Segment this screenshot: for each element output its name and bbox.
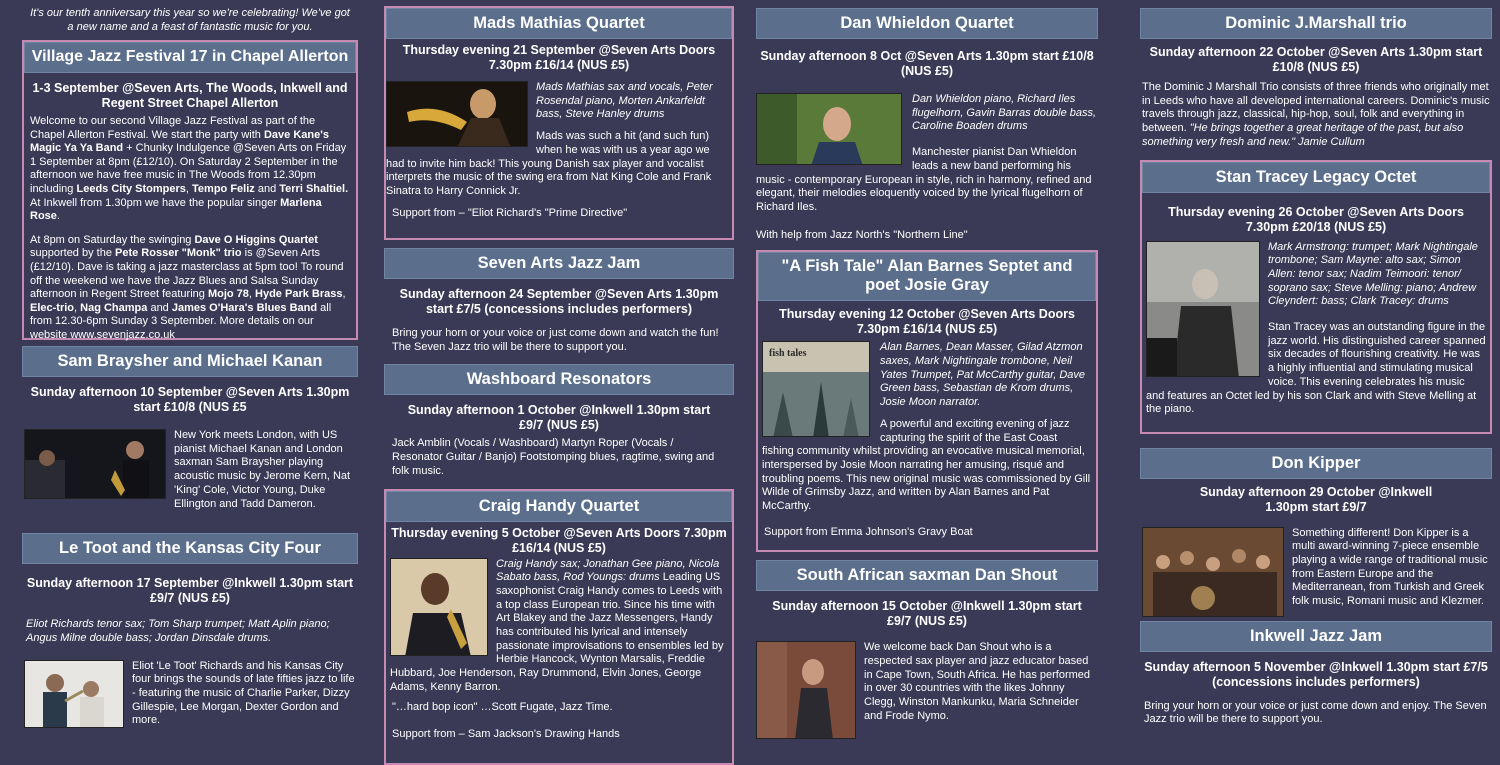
tracey-photo <box>1146 241 1260 377</box>
marshall-subtitle: Sunday afternoon 22 October @Seven Arts 1.30pm start £10/8 (NUS £5) <box>1149 45 1483 74</box>
handy-quote: "…hard bop icon" …Scott Fugate, Jazz Time. <box>392 700 613 713</box>
letoot-photo <box>24 660 124 728</box>
mads-support: Support from – "Eliot Richard's "Prime Directive" <box>392 206 628 219</box>
mads-photo <box>386 81 528 147</box>
village-festival-section <box>22 40 358 340</box>
kipper-subtitle: Sunday afternoon 29 October @Inkwell 1.30pm start £9/7 <box>1199 484 1433 514</box>
shout-section <box>756 560 1098 723</box>
handy-text: Leading US saxophonist Craig Handy comes to Leeds with a top class European trio. Since his time with Art Blakey and the Jazz Messengers, Handy has contributed his lyrical and intensely passionate improvisations to ensembles led by Herbie Hancock, Wynton Marsalis, Freddie Hubbard, Joe Henderson, Ray Drummond, Elvin Jones, George Adams, Kenny Barron. <box>390 571 724 693</box>
fishtale-cover <box>762 341 870 437</box>
shout-text: We welcome back Dan Shout who is a respected sax player and jazz educator based in Cape Town, South Africa. He has performed in over 30 countries with the likes Johnny Clegg, Winston Mankunku, Maria Schneider and Frode Nymo. <box>864 641 1091 722</box>
whieldon-subtitle: Sunday afternoon 8 Oct @Seven Arts 1.30pm start £10/8 (NUS £5) <box>760 49 1094 78</box>
sevenjam-title: Seven Arts Jazz Jam <box>384 248 734 279</box>
letoot-subtitle: Sunday afternoon 17 September @Inkwell 1.30pm start £9/7 (NUS £5) <box>26 576 354 606</box>
column-3 <box>756 0 1098 743</box>
handy-subtitle: Thursday evening 5 October @Seven Arts Doors 7.30pm £16/14 (NUS £5) <box>391 525 727 555</box>
column-1 <box>22 0 358 732</box>
village-paragraph-2: At 8pm on Saturday the swinging Dave O Higgins Quartet supported by the Pete Rosser "Monk" trio is @Seven Arts (£12/10). Dave is taking a jazz masterclass at 5pm too! To round off the weekend we have the Jazz Blues and Salsa Sunday afternoon in Regent Street featuring Mojo 78, Hyde Park Brass, Elec-trio, Nag Champa and James O'Hara's Blues Band all from 12.30-6pm Sunday 3 September. More details on our website www.sevenjazz.co.uk <box>30 233 346 341</box>
inkwelljam-title: Inkwell Jazz Jam <box>1140 621 1492 652</box>
washboard-section <box>384 364 734 478</box>
kipper-title: Don Kipper <box>1140 448 1492 479</box>
tracey-lineup: Mark Armstrong: trumpet; Mark Nightingale trombone; Sam Mayne: alto sax; Simon Allen: tenor sax; Nadim Teimoori: tenor/ soprano sax; Steve Melling: piano; Andrew Cleyndert: bass; Clark Tracey: drums <box>1268 240 1478 308</box>
tracey-subtitle: Thursday evening 26 October @Seven Arts Doors 7.30pm £20/18 (NUS £5) <box>1168 204 1464 234</box>
village-subtitle: 1-3 September @Seven Arts, The Woods, Inkwell and Regent Street Chapel Allerton <box>32 81 348 110</box>
tracey-text: Stan Tracey was an outstanding figure in the jazz world. His distinguished career spanned six decades of flourishing creativity. He was a highly influential and stimulating musical voice. This evening celebrates his music and features an Octet led by his son Clark and with Steve Melling at the piano. <box>1146 321 1486 416</box>
letoot-lineup: Eliot Richards tenor sax; Tom Sharp trumpet; Matt Aplin piano; Angus Milne double bass; Jordan Dinsdale drums. <box>26 618 330 644</box>
fishtale-body <box>762 341 1092 513</box>
washboard-text: Jack Amblin (Vocals / Washboard) Martyn Roper (Vocals / Resonator Guitar / Banjo) Footstomping blues, ragtime, swing and folk music. <box>392 437 715 477</box>
fishtale-cover-title: fish tales <box>769 348 807 360</box>
shout-body <box>756 641 1098 723</box>
mads-section <box>384 6 734 240</box>
letoot-body <box>24 660 358 729</box>
whieldon-body <box>756 93 1098 215</box>
sevenjam-section <box>384 248 734 354</box>
marshall-section <box>1140 8 1492 150</box>
fishtale-lineup: Alan Barnes, Dean Masser, Gilad Atzmon saxes, Mark Nightingale trombone, Neil Yates Trumpet, Pat McCarthy guitar, Dave Green bass, Sebastian de Krom drums, Josie Moon narrator. <box>880 341 1086 409</box>
whieldon-text: Manchester pianist Dan Whieldon leads a new band performing his music - contemporary European in style, rich in harmony, refined and elegant, their melodies eloquently voiced by the lyrical flugelhorn of Richard Iles. <box>756 146 1092 213</box>
tracey-title: Stan Tracey Legacy Octet <box>1142 162 1490 193</box>
tracey-body <box>1146 241 1486 417</box>
whieldon-section <box>756 8 1098 242</box>
marshall-title: Dominic J.Marshall trio <box>1140 8 1492 39</box>
marshall-text: The Dominic J Marshall Trio consists of three friends who originally met in Leeds who have all developed international careers. Dominic's music travels through jazz, classical, hip-hop, soul, folk and everything in between. <box>1142 81 1490 135</box>
village-title: Village Jazz Festival 17 in Chapel Allerton <box>24 42 356 73</box>
village-paragraph-1: Welcome to our second Village Jazz Festival as part of the Chapel Allerton Festival. We start the party with Dave Kane's Magic Ya Ya Band + Chunky Indulgence @Seven Arts on Friday 1 September at 8pm (£12/10). On Saturday 2 September in the afternoon we have free music in The Woods from 12.30pm including Leeds City Stompers, Tempo Feliz and Terri Shaltiel. At Inkwell from 1.30pm we have the popular singer Marlena Rose. <box>30 115 349 223</box>
handy-support: Support from – Sam Jackson's Drawing Hands <box>392 728 620 741</box>
mads-subtitle: Thursday evening 21 September @Seven Arts Doors 7.30pm £16/14 (NUS £5) <box>402 43 716 72</box>
washboard-title: Washboard Resonators <box>384 364 734 395</box>
handy-lineup: Craig Handy sax; Jonathan Gee piano, Nicola Sabato bass, Rod Youngs: drums <box>496 557 720 584</box>
braysher-title: Sam Braysher and Michael Kanan <box>22 346 358 377</box>
braysher-photo <box>24 429 166 499</box>
sevenjam-text: Bring your horn or your voice or just come down and watch the fun! The Seven Jazz trio will be there to support you. <box>392 327 719 353</box>
whieldon-support: With help from Jazz North's "Northern Line" <box>756 228 968 241</box>
whieldon-lineup: Dan Whieldon piano, Richard Iles flugelhorn, Gavin Barras double bass, Caroline Boaden drums <box>912 93 1097 133</box>
shout-subtitle: Sunday afternoon 15 October @Inkwell 1.30pm start £9/7 (NUS £5) <box>772 599 1082 629</box>
fishtale-support: Support from Emma Johnson's Gravy Boat <box>764 525 973 538</box>
inkwelljam-section <box>1140 621 1492 727</box>
washboard-subtitle: Sunday afternoon 1 October @Inkwell 1.30pm start £9/7 (NUS £5) <box>407 403 711 433</box>
inkwelljam-subtitle: Sunday afternoon 5 November @Inkwell 1.30pm start £7/5 (concessions includes performers) <box>1144 659 1488 689</box>
fishtale-subtitle: Thursday evening 12 October @Seven Arts Doors 7.30pm £16/14 (NUS £5) <box>779 307 1075 337</box>
whieldon-photo <box>756 93 902 165</box>
braysher-body <box>24 429 358 511</box>
whieldon-title: Dan Whieldon Quartet <box>756 8 1098 39</box>
handy-photo <box>390 558 488 656</box>
mads-text: Mads was such a hit (and such fun) when he was with us a year ago we had to invite him back! This young Danish sax player and vocalist interprets the music of the swing era from Nat King Cole and Frank Sinatra to Harry Connick Jr. <box>386 130 712 197</box>
mads-title: Mads Mathias Quartet <box>386 8 732 39</box>
braysher-section <box>22 346 358 523</box>
marshall-quote: "He brings together a great heritage of the past, but also something very fresh and new." Jamie Cullum <box>1142 122 1464 148</box>
fishtale-text: A powerful and exciting evening of jazz capturing the spirit of the East Coast fishing community whilst providing an evocative musical memorial, interspersed by Josie Moon narrating her amusing, risqué and troubling poems. This new original music was commissioned by Gill Wilde of Grimsby Jazz, and written by Alan Barnes and Pat McCarthy. <box>762 417 1091 513</box>
letoot-section <box>22 533 358 728</box>
kipper-text: Something different! Don Kipper is a multi award-winning 7-piece ensemble playing a wide range of traditional music from Eastern Europe and the Mediterranean, from Turkish and Greek folk music, Romani music and Klezmer. <box>1292 526 1488 608</box>
kipper-photo <box>1142 527 1284 617</box>
column-2 <box>384 0 734 765</box>
handy-section <box>384 489 734 765</box>
kipper-body <box>1142 527 1490 609</box>
braysher-subtitle: Sunday afternoon 10 September @Seven Arts 1.30pm start £10/8 (NUS £5 <box>30 385 350 414</box>
shout-photo <box>756 641 856 739</box>
fishtale-title: "A Fish Tale" Alan Barnes Septet and poet Josie Gray <box>758 252 1096 301</box>
sevenjam-subtitle: Sunday afternoon 24 September @Seven Arts 1.30pm start £7/5 (concessions includes performers) <box>399 287 719 316</box>
mads-lineup: Mads Mathias sax and vocals, Peter Rosendal piano, Morten Ankarfeldt bass, Steve Hanley drums <box>536 81 713 121</box>
shout-title: South African saxman Dan Shout <box>756 560 1098 591</box>
kipper-section <box>1140 448 1492 621</box>
handy-body <box>390 558 728 695</box>
column-4 <box>1140 0 1492 727</box>
braysher-text: New York meets London, with US pianist Michael Kanan and London saxman Sam Braysher playing acoustic music by Jerome Kern, Nat 'King' Cole, Victor Young, Duke Ellington and Tadd Dameron. <box>174 429 351 510</box>
inkwelljam-text: Bring your horn or your voice or just come down and enjoy. The Seven Jazz trio will be there to support you. <box>1144 699 1487 726</box>
tracey-section <box>1140 160 1492 434</box>
letoot-text: Eliot 'Le Toot' Richards and his Kansas City four brings the sounds of late fifties jazz to life - featuring the music of Charlie Parker, Dizzy Gillespie, Lee Morgan, Dexter Gordon and more. <box>132 659 355 727</box>
intro-text: It's our tenth anniversary this year so we're celebrating! We've got a new name and a feast of fantastic music for you. <box>30 7 350 33</box>
handy-title: Craig Handy Quartet <box>386 491 732 522</box>
letoot-title: Le Toot and the Kansas City Four <box>22 533 358 564</box>
fishtale-section <box>756 250 1098 552</box>
marshall-body <box>1142 81 1490 150</box>
mads-body <box>386 81 728 199</box>
